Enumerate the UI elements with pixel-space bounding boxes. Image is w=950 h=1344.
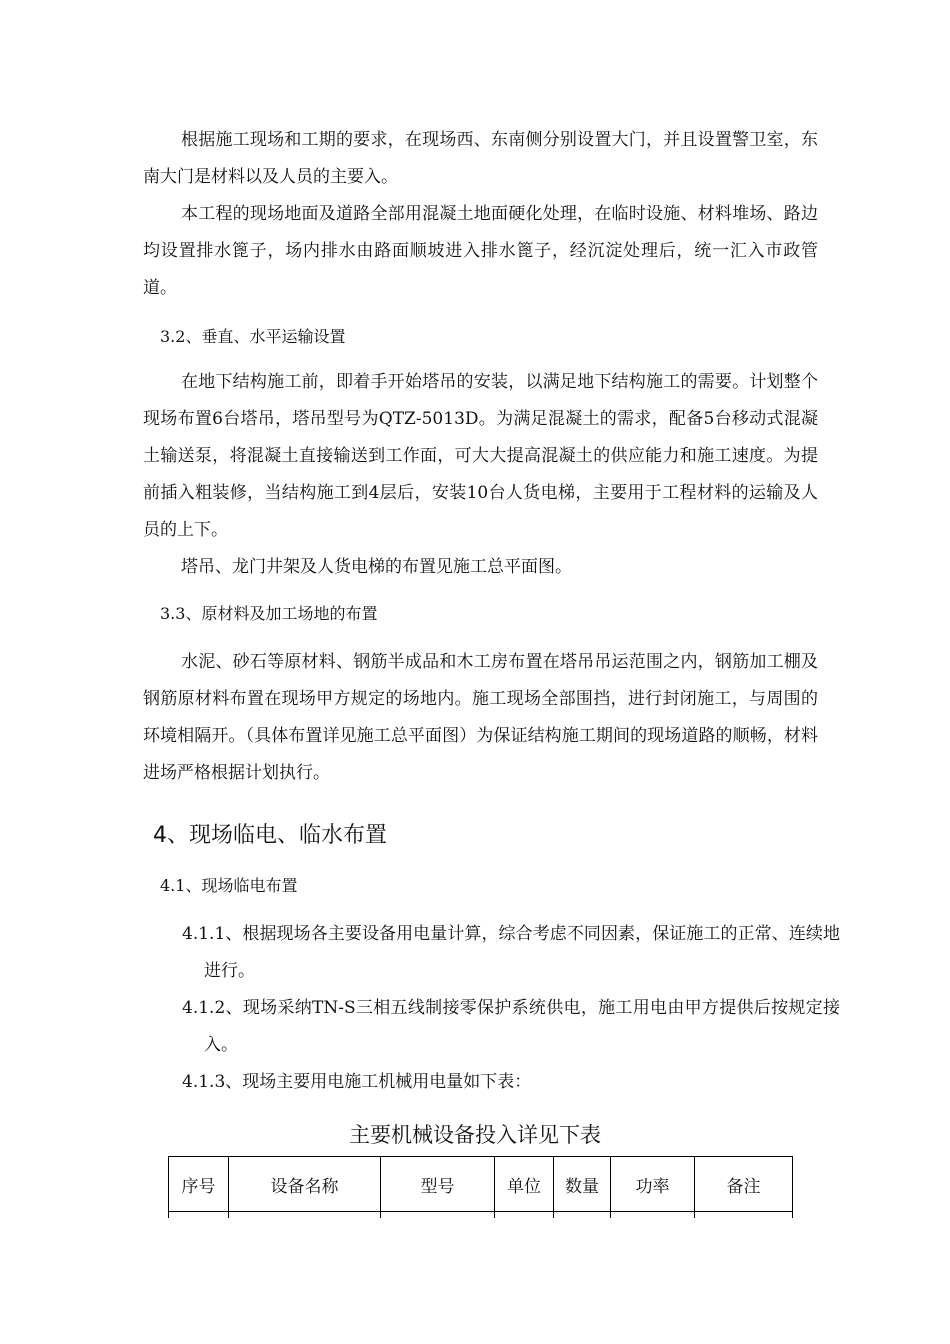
section-3-2-heading: 3.2、垂直、水平运输设置: [160, 327, 346, 346]
paragraph-materials-layout: 水泥、砂石等原材料、钢筋半成品和木工房布置在塔吊吊运范围之内，钢筋加工棚及钢筋原材料布置在现场甲方规定的场地内。施工现场全部围挡，进行封闭施工，与周围的环境相隔开。（具体布置详见施工总平面图）为保证结构施工期间的现场道路的顺畅，材料进场严格根据计划执行。: [143, 652, 818, 783]
paragraph-gates: 根据施工现场和工期的要求，在现场西、东南侧分别设置大门，并且设置警卫室，东南大门是材料以及人员的主要入。: [143, 130, 818, 187]
section-4-1-heading: 4.1、现场临电布置: [160, 876, 298, 895]
table-row-cut: [169, 1212, 793, 1219]
paragraph-tower-cranes: 在地下结构施工前，即着手开始塔吊的安装，以满足地下结构施工的需要。计划整个现场布置6台塔吊，塔吊型号为QTZ-5013D。为满足混凝土的需求，配备5台移动式混凝土输送泵，将混凝土直接输送到工作面，可大大提高混凝土的供应能力和施工速度。为提前插入粗装修，当结构施工到4层后，安装10台人货电梯，主要用于工程材料的运输及人员的上下。: [143, 372, 818, 540]
column-header-equipment-name: 设备名称: [229, 1157, 381, 1212]
item-4-1-1: 4.1.1、根据现场各主要设备用电量计算，综合考虑不同因素，保证施工的正常、连续地进行。: [182, 924, 840, 981]
column-header-model: 型号: [381, 1157, 495, 1212]
section-4-heading: 4、现场临电、临水布置: [153, 823, 387, 848]
item-4-1-3: 4.1.3、现场主要用电施工机械用电量如下表：: [182, 1072, 532, 1092]
column-header-power: 功率: [611, 1157, 695, 1212]
section-3-3-heading: 3.3、原材料及加工场地的布置: [160, 604, 378, 623]
paragraph-road-drainage: 本工程的现场地面及道路全部用混凝土地面硬化处理，在临时设施、材料堆场、路边均设置排水篦子，场内排水由路面顺坡进入排水篦子，经沉淀处理后，统一汇入市政管道。: [143, 204, 818, 298]
table-title: 主要机械设备投入详见下表: [349, 1123, 601, 1147]
column-header-unit: 单位: [495, 1157, 554, 1212]
table-header-row: [169, 1157, 793, 1212]
column-header-remarks: 备注: [695, 1157, 793, 1212]
item-4-1-2: 4.1.2、现场采纳TN-S三相五线制接零保护系统供电，施工用电由甲方提供后按规定接入。: [182, 998, 840, 1055]
column-header-index: 序号: [169, 1157, 229, 1212]
equipment-table: [168, 1156, 793, 1218]
column-header-quantity: 数量: [554, 1157, 611, 1212]
paragraph-layout-reference: 塔吊、龙门井架及人货电梯的布置见施工总平面图。: [181, 557, 572, 577]
